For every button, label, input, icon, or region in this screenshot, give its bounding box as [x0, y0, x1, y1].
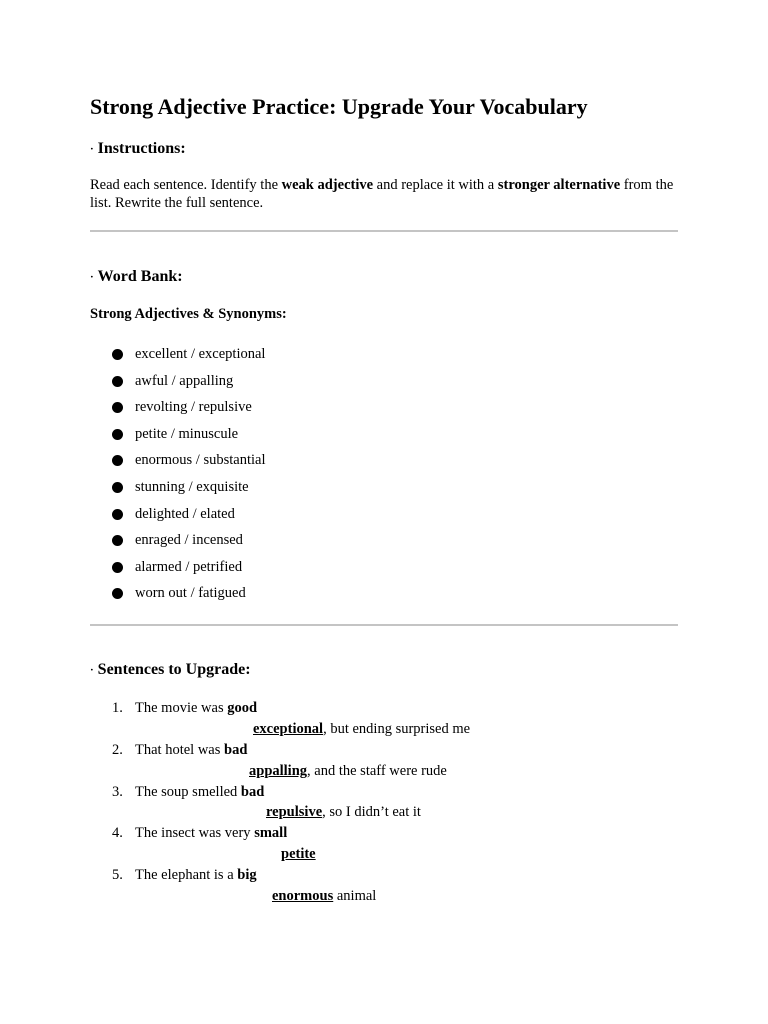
instructions-keyword-weak-adjective: weak adjective — [281, 177, 374, 193]
sentence-rewrite — [281, 844, 316, 865]
strong-adjective-answer: exceptional — [253, 720, 324, 737]
word-bank-list — [112, 344, 266, 610]
bullet-icon — [112, 588, 123, 599]
sentence-rest: , so I didn’t eat it — [322, 804, 421, 821]
sentences-heading-label: Sentences to Upgrade: — [97, 661, 251, 678]
bullet-icon — [112, 429, 123, 440]
bullet-dot: · — [90, 143, 94, 155]
sentence-item — [90, 782, 678, 824]
sentence-original — [135, 740, 247, 761]
weak-adjective: bad — [224, 741, 248, 758]
word-bank-heading-label: Word Bank: — [97, 268, 183, 285]
instructions-text-part: and replace it with a — [373, 177, 498, 193]
word-bank-item-text: excellent / exceptional — [135, 346, 266, 362]
bullet-icon — [112, 562, 123, 573]
sentence-prefix: The insect was very — [135, 825, 255, 842]
instructions-text-part: Read each sentence. Identify the — [90, 177, 282, 193]
sentence-prefix: That hotel was — [135, 741, 224, 758]
strong-adjective-answer: enormous — [272, 888, 334, 905]
word-bank-subheading: Strong Adjectives & Synonyms: — [90, 306, 287, 322]
bullet-icon — [112, 482, 123, 493]
sentence-item — [90, 698, 678, 740]
word-bank-item — [112, 583, 266, 610]
bullet-icon — [112, 455, 123, 466]
divider — [90, 624, 678, 626]
word-bank-item — [112, 450, 266, 477]
sentence-rewrite — [253, 719, 470, 740]
sentence-item — [90, 823, 678, 865]
instructions-text — [90, 177, 678, 212]
sentence-rewrite — [272, 886, 376, 907]
sentence-number: 1. — [112, 700, 123, 716]
word-bank-heading — [90, 267, 183, 288]
bullet-dot: · — [90, 664, 94, 676]
page-title: Strong Adjective Practice: Upgrade Your Vocabulary — [90, 94, 588, 119]
word-bank-item-text: worn out / fatigued — [135, 585, 246, 602]
bullet-dot: · — [90, 271, 94, 283]
strong-adjective-answer: appalling — [249, 762, 308, 779]
sentence-rewrite — [266, 802, 421, 823]
word-bank-item — [112, 504, 266, 531]
word-bank-item — [112, 557, 266, 584]
bullet-icon — [112, 349, 123, 360]
sentence-item — [90, 740, 678, 782]
sentences-list — [90, 698, 678, 907]
instructions-heading-label: Instructions: — [97, 140, 186, 157]
sentence-number: 3. — [112, 783, 123, 800]
word-bank-item — [112, 530, 266, 557]
weak-adjective: good — [227, 700, 258, 716]
weak-adjective: bad — [240, 783, 265, 800]
sentence-number: 4. — [112, 825, 123, 842]
word-bank-item-text: awful / appalling — [135, 372, 234, 389]
word-bank-item — [112, 371, 266, 398]
sentence-original — [135, 865, 257, 886]
sentence-number: 5. — [112, 867, 123, 884]
word-bank-item-text: petite / minuscule — [135, 425, 239, 442]
word-bank-item — [112, 477, 266, 504]
word-bank-item-text: enormous / substantial — [135, 452, 266, 469]
divider — [90, 230, 678, 232]
sentence-original — [135, 823, 287, 844]
sentence-rest: , and the staff were rude — [307, 762, 447, 779]
sentence-prefix: The elephant is a — [135, 867, 238, 884]
bullet-icon — [112, 376, 123, 387]
word-bank-item-text: delighted / elated — [135, 505, 235, 522]
word-bank-item — [112, 397, 266, 424]
bullet-icon — [112, 402, 123, 413]
sentence-rest: , but ending surprised me — [323, 720, 471, 737]
instructions-text-part: from the list. Rewrite the full sentence. — [90, 177, 674, 211]
word-bank-item-text: alarmed / petrified — [135, 558, 243, 575]
word-bank-item — [112, 344, 266, 371]
word-bank-item-text: revolting / repulsive — [135, 399, 252, 416]
word-bank-item-text: enraged / incensed — [135, 532, 243, 549]
sentence-number: 2. — [112, 741, 123, 758]
word-bank-item-text: stunning / exquisite — [135, 478, 249, 495]
sentence-original — [135, 698, 257, 719]
sentence-rewrite — [249, 761, 447, 782]
sentence-rest: animal — [333, 888, 377, 905]
bullet-icon — [112, 509, 123, 520]
sentences-heading — [90, 660, 251, 681]
sentence-prefix: The movie was — [135, 700, 228, 716]
instructions-keyword-stronger-alternative: stronger alternative — [497, 177, 621, 193]
weak-adjective: big — [237, 867, 257, 884]
weak-adjective: small — [254, 825, 288, 842]
strong-adjective-answer: repulsive — [266, 804, 323, 821]
sentence-prefix: The soup smelled — [135, 783, 241, 800]
instructions-heading — [90, 139, 186, 160]
strong-adjective-answer: petite — [281, 846, 316, 863]
word-bank-item — [112, 424, 266, 451]
bullet-icon — [112, 535, 123, 546]
sentence-original — [135, 782, 264, 803]
sentence-item — [90, 865, 678, 907]
